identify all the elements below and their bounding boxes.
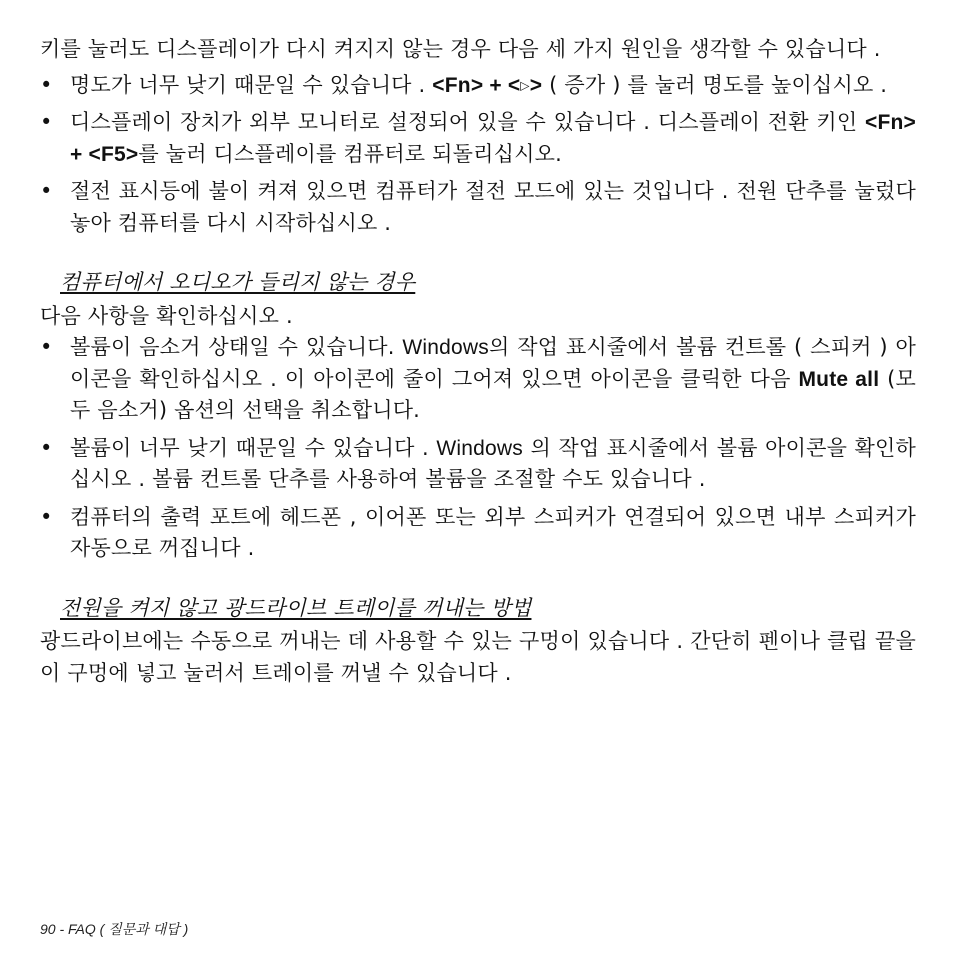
key-bracket-open: <	[507, 73, 521, 97]
page-content	[40, 34, 916, 689]
bullet-text: 볼륨이 음소거 상태일 수 있습니다.	[70, 335, 403, 360]
list-item	[40, 70, 916, 102]
brightness-up-icon: ▷	[520, 77, 530, 92]
bullet-text: 의 작업 표시줄에서 볼륨 아이콘을 확인하십시오 . 볼륨 컨트롤 단추를 사용하여 볼륨을 조절할 수도 있습니다 .	[70, 435, 917, 492]
bullet-text: 볼륨이 너무 낮기 때문일 수 있습니다 .	[70, 435, 437, 460]
bullet-text: 절전 표시등에 불이 켜져 있으면 컴퓨터가 절전 모드에 있는 것입니다 . 전원 단추를 눌렀다 놓아 컴퓨터를 다시 시작하십시오 .	[70, 179, 916, 235]
audio-bullet-list	[40, 332, 916, 565]
audio-intro: 다음 사항을 확인하십시오 .	[40, 303, 293, 328]
page-footer: 90 - FAQ ( 질문과 대답 )	[40, 921, 189, 937]
windows-text: Windows	[402, 336, 489, 360]
bullet-text: 명도가 너무 낮기 때문일 수 있습니다 .	[70, 72, 433, 97]
display-bullet-list	[40, 70, 916, 240]
bullet-text: ( 증가 ) 를 눌러 명도를 높이십시오 .	[542, 72, 888, 97]
eject-heading: 전원을 켜지 않고 광드라이브 트레이를 꺼내는 방법	[60, 595, 532, 620]
list-item	[40, 332, 916, 427]
list-item	[40, 502, 916, 565]
list-item	[40, 176, 916, 239]
mute-all-label: Mute all	[798, 367, 880, 391]
list-item	[40, 433, 916, 496]
key-bracket-close: >	[529, 73, 543, 97]
fn-f5-keys: <Fn> + <F5>	[70, 111, 916, 166]
bullet-text: 의 작업 표시줄에서 볼륨 컨트롤 ( 스피커 ) 아이콘을 확인하십시오 . 이 아이콘에 줄이 그어져 있으면 아이콘을 클릭한 다음	[70, 335, 916, 391]
fn-key: <Fn>	[432, 73, 484, 97]
audio-heading: 컴퓨터에서 오디오가 들리지 않는 경우	[60, 270, 416, 295]
bullet-text: 디스플레이 장치가 외부 모니터로 설정되어 있을 수 있습니다 . 디스플레이 전환 키인	[70, 110, 866, 135]
display-intro: 키를 눌러도 디스플레이가 다시 켜지지 않는 경우 다음 세 가지 원인을 생각할 수 있습니다 .	[40, 37, 881, 61]
bullet-text: 컴퓨터의 출력 포트에 헤드폰 , 이어폰 또는 외부 스피커가 연결되어 있으면 내부 스피커가 자동으로 꺼집니다 .	[70, 504, 916, 561]
list-item	[40, 107, 916, 170]
eject-text: 광드라이브에는 수동으로 꺼내는 데 사용할 수 있는 구멍이 있습니다 . 간단히 펜이나 클립 끝을 이 구멍에 넣고 눌러서 트레이를 꺼낼 수 있습니다 .	[40, 629, 916, 685]
plus-sign: +	[483, 73, 508, 97]
bullet-text: (모두 음소거) 옵션의 선택을 취소합니다.	[70, 366, 916, 423]
windows-text: Windows	[436, 436, 523, 460]
bullet-text: 를 눌러 디스플레이를 컴퓨터로 되돌리십시오.	[138, 141, 562, 166]
